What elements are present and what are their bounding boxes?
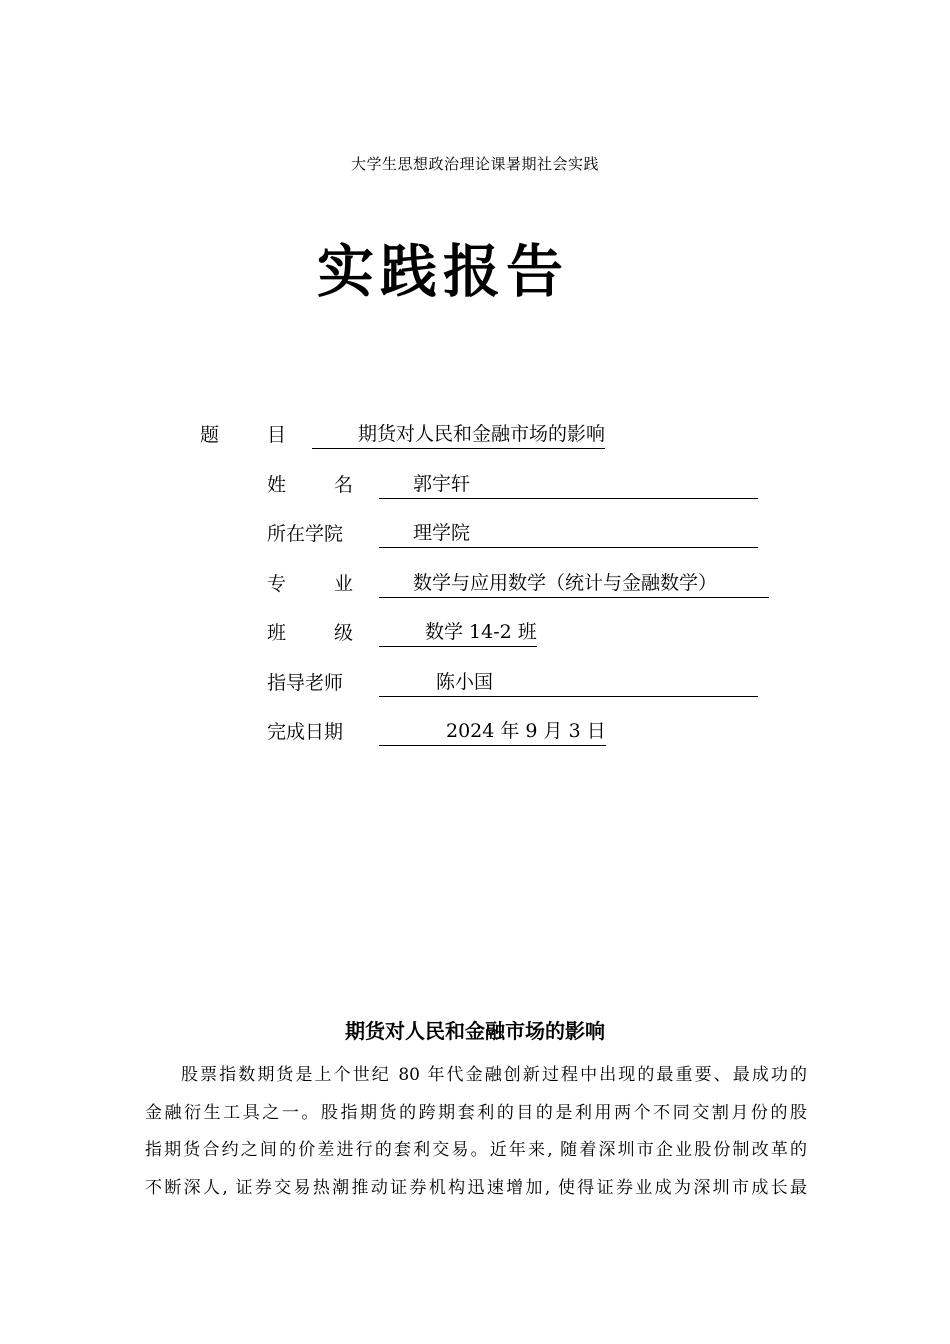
- field-class: [267, 618, 537, 648]
- paragraph-line: 股票指数期货是上个世纪 80 年代金融创新过程中出现的最重要、最成功的: [181, 1065, 807, 1085]
- field-advisor-value: 陈小国: [379, 668, 758, 697]
- field-advisor: [267, 668, 494, 698]
- field-college: [267, 519, 471, 549]
- field-major-value: 数学与应用数学（统计与金融数学）: [379, 569, 769, 598]
- article-body: [145, 1057, 807, 1207]
- field-major-label: 专 业: [267, 573, 354, 595]
- paragraph-line: 指期货合约之间的价差进行的套利交易。近年来, 随着深圳市企业股份制改革的: [145, 1140, 807, 1160]
- field-topic: [200, 420, 606, 450]
- field-topic-value: 期货对人民和金融市场的影响: [312, 420, 605, 449]
- paragraph-line: 金融衍生工具之一。股指期货的跨期套利的目的是利用两个不同交割月份的股: [145, 1102, 807, 1123]
- field-name-label: 姓 名: [267, 474, 354, 496]
- field-major: [267, 569, 718, 599]
- field-date-label: 完成日期: [267, 721, 344, 743]
- article-heading: 期货对人民和金融市场的影响: [345, 1019, 605, 1043]
- field-name: [267, 470, 471, 500]
- field-date: [267, 717, 606, 747]
- field-class-label: 班 级: [267, 622, 354, 644]
- field-name-value: 郭宇轩: [379, 470, 758, 499]
- field-advisor-label: 指导老师: [267, 672, 344, 694]
- report-subtitle: 大学生思想政治理论课暑期社会实践: [350, 155, 599, 173]
- paragraph-line: 不断深人, 证券交易热潮推动证券机构迅速增加, 使得证券业成为深圳市成长最: [145, 1177, 807, 1198]
- report-title: 实践报告: [317, 238, 569, 305]
- field-topic-label: 题 目: [200, 424, 287, 446]
- field-college-value: 理学院: [379, 519, 758, 548]
- field-date-value: 2024 年 9 月 3 日: [379, 717, 606, 746]
- field-class-value: 数学 14-2 班: [379, 618, 537, 647]
- field-college-label: 所在学院: [267, 523, 344, 545]
